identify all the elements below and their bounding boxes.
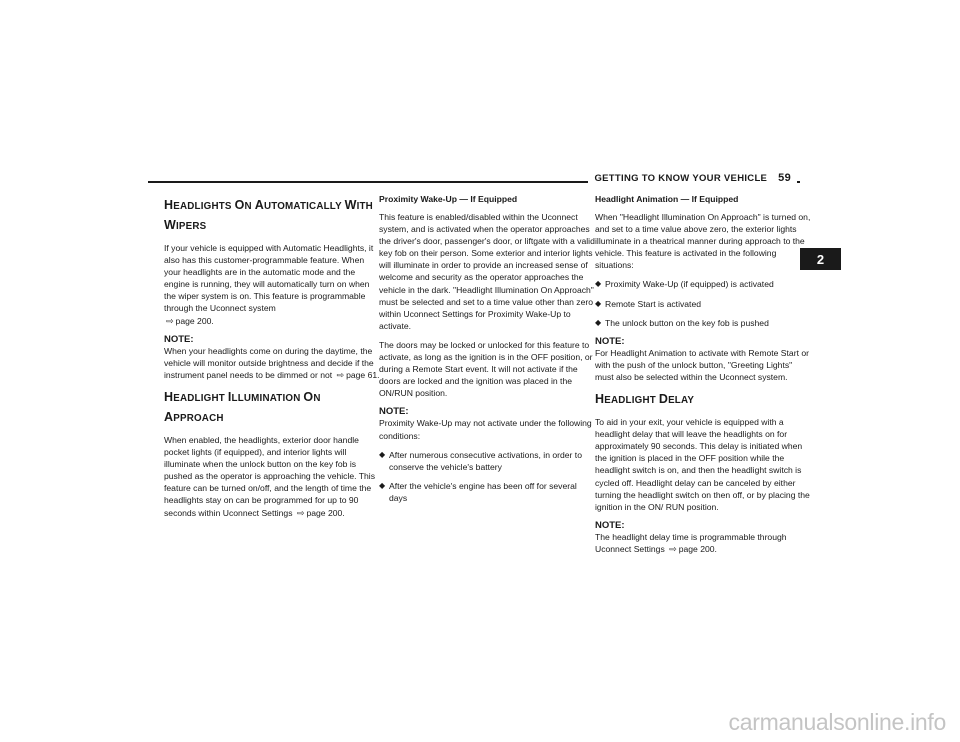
watermark: carmanualsonline.info — [728, 709, 946, 735]
heading-headlight-illumination-on-approach: HEADLIGHT ILLUMINATION ON APPROACH — [164, 389, 321, 424]
paragraph: If your vehicle is equipped with Automatic Headlights, it also has this customer-programmable feature. When your headlights are in the automatic mode and the engine is running, they will automatically turn on when the wiper system is on. This feature is programmable through the Uconnect system ⇨ page 200. — [164, 243, 374, 326]
arrow-ref-icon: ⇨ — [166, 315, 174, 326]
diamond-bullet-icon: ◆ — [595, 279, 602, 289]
page-number: 59 — [778, 172, 791, 184]
arrow-ref-icon: ⇨ — [336, 369, 345, 380]
note-body: For Headlight Animation to activate with Remote Start or with the push of the unlock button, "Greeting Lights" must also be selected within the Uconnect system. — [595, 347, 809, 382]
note-body: Proximity Wake-Up may not activate under the following conditions: — [379, 418, 592, 441]
arrow-ref-icon: ⇨ — [669, 543, 677, 554]
note-body: When your headlights come on during the daytime, the vehicle will monitor outside brightness and decide if the instrument panel needs to be dimmed or not ⇨ page 61. — [164, 345, 380, 380]
page-header — [0, 0, 960, 190]
note-label: NOTE: — [164, 333, 194, 345]
bullet-list — [595, 278, 811, 328]
subheading-headlight-animation: Headlight Animation — If Equipped — [595, 194, 739, 204]
chapter-tab[interactable]: 2 — [800, 248, 841, 270]
note-label: NOTE: — [379, 406, 409, 418]
column-1 — [164, 192, 380, 526]
page-reference-link[interactable]: page 200. — [306, 507, 345, 518]
arrow-ref-icon: ⇨ — [296, 507, 305, 518]
paragraph: When "Headlight Illumination On Approach" is turned on, and set to a time value above zero, the exterior lights illuminate in a theatrical manner during approach to the vehicle. This feature is activated in the following situations: — [595, 212, 811, 271]
subheading-proximity-wake-up: Proximity Wake-Up — If Equipped — [379, 194, 518, 204]
diamond-bullet-icon: ◆ — [595, 298, 602, 308]
page-reference-link[interactable]: page 200. — [678, 543, 717, 554]
list-item: ◆ The unlock button on the key fob is pushed — [595, 317, 769, 328]
diamond-bullet-icon: ◆ — [379, 480, 386, 490]
note-body: The headlight delay time is programmable through Uconnect Settings ⇨ page 200. — [595, 531, 787, 554]
bullet-list — [379, 449, 595, 504]
heading-headlight-delay: HEADLIGHT DELAY — [595, 392, 695, 407]
paragraph: The doors may be locked or unlocked for this feature to activate, as long as the ignition is in the OFF position, or during a Remote Start event. It will not activate if the doors are locked and the ignition was placed in the ON/RUN position. — [379, 339, 593, 399]
page-reference-link[interactable]: page 61. — [346, 369, 380, 380]
list-item: ◆ After numerous consecutive activations, in order to conserve the vehicle's battery — [379, 449, 582, 472]
paragraph: To aid in your exit, your vehicle is equipped with a headlight delay that will leave the headlights on for approximately 90 seconds. This delay is initiated when the ignition is placed in the OFF position while the headlight switch is on, and then the headlight switch is cycled off. Headlight delay can be canceled by either turning the headlight switch on then off, or by placing the ignition in the ON/ RUN position. — [595, 417, 810, 512]
header-title: GETTING TO KNOW YOUR VEHICLE — [594, 173, 768, 184]
column-2 — [379, 192, 595, 511]
heading-headlights-on-with-wipers: HEADLIGHTS ON AUTOMATICALLY WITH WIPERS — [164, 198, 373, 232]
list-item: ◆ Remote Start is activated — [595, 298, 702, 309]
diamond-bullet-icon: ◆ — [595, 317, 602, 327]
diamond-bullet-icon: ◆ — [379, 449, 386, 459]
paragraph: When enabled, the headlights, exterior door handle pocket lights (if equipped), and interior lights will illuminate when the unlock button on the key fob is pushed as the operator is approaching the vehicle. This feature can be turned on/off, and the length of time the headlights stay on can be programmed for up to 90 seconds within Uconnect Settings ⇨ page 200. — [164, 434, 375, 518]
column-3 — [595, 192, 811, 562]
running-header — [588, 171, 797, 186]
paragraph: This feature is enabled/disabled within the Uconnect system, and is activated when the operator approaches the driver's door, passenger's door, or liftgate with a valid key fob on their person. Some exterior and interior lights will illuminate in order to provide an increased sense of welcome and security as the operator approaches the vehicle in the dark. "Headlight Illumination On Approach" must be selected and set to a time value other than zero within Uconnect Settings for Proximity Wake-Up to activate. — [379, 212, 595, 331]
note-label: NOTE: — [595, 335, 625, 347]
note-label: NOTE: — [595, 519, 625, 531]
page-reference-link[interactable]: page 200. — [175, 315, 214, 326]
list-item: ◆ Proximity Wake-Up (if equipped) is activated — [595, 279, 774, 290]
list-item: ◆ After the vehicle's engine has been off for several days — [379, 480, 577, 503]
